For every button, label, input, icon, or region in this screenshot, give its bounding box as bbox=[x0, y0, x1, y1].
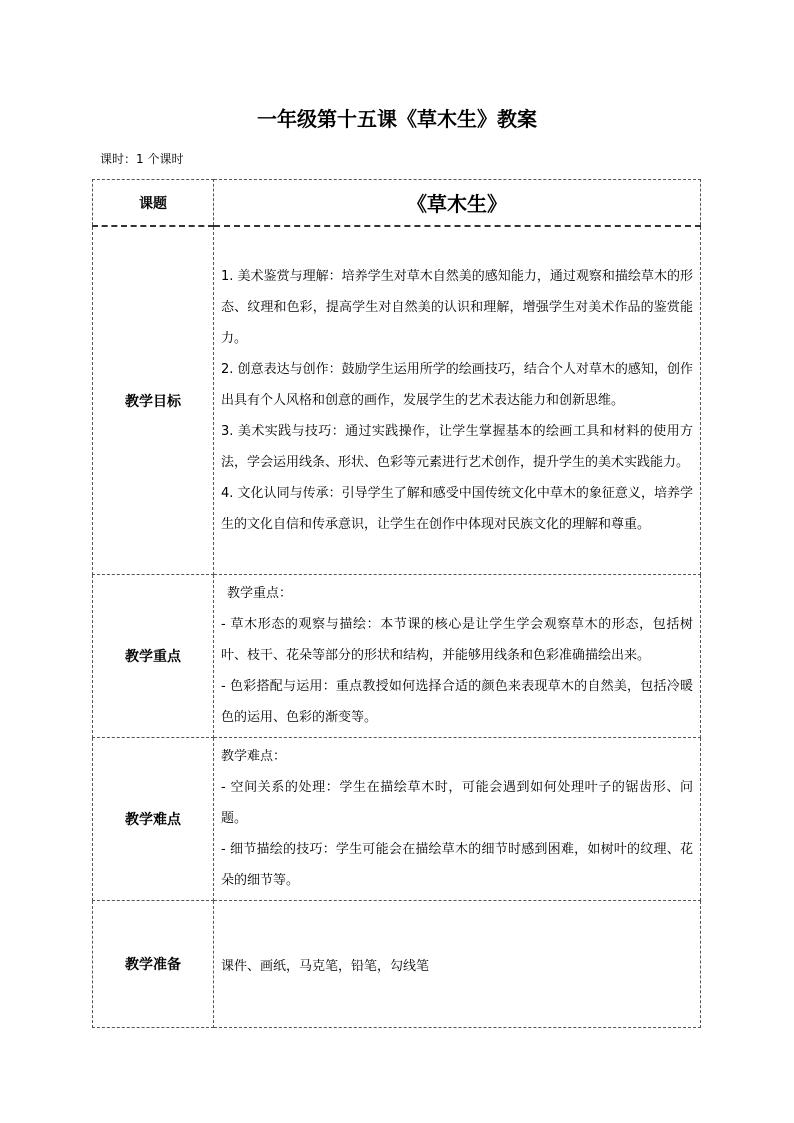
difficulty-item: - 细节描绘的技巧：学生可能会在描绘草木的细节时感到困难，如树叶的纹理、花朵的细节等。 bbox=[221, 842, 693, 888]
lesson-time: 课时：1 个课时 bbox=[100, 152, 184, 166]
goal-item: 2. 创意表达与创作：鼓励学生运用所学的绘画技巧，结合个人对草木的感知，创作出具有个人风格和创意的画作，发展学生的艺术表达能力和创新思维。 bbox=[221, 361, 693, 408]
difficulties-content bbox=[214, 738, 701, 901]
document-title: 一年级第十五课《草木生》教案 bbox=[257, 107, 537, 131]
difficulties-row bbox=[93, 738, 701, 901]
difficulty-item: - 空间关系的处理：学生在描绘草木时，可能会遇到如何处理叶子的锯齿形、问题。 bbox=[221, 780, 693, 826]
goal-item: 3. 美术实践与技巧：通过实践操作，让学生掌握基本的绘画工具和材料的使用方法，学会运用线条、形状、色彩等元素进行艺术创作，提升学生的美术实践能力。 bbox=[221, 423, 693, 470]
key-points-row bbox=[93, 575, 701, 738]
difficulties-heading: 教学难点： bbox=[221, 749, 287, 764]
preparation-content: 课件、画纸，马克笔，铅笔，勾线笔 bbox=[214, 901, 701, 1028]
key-point-item: - 草木形态的观察与描绘：本节课的核心是让学生学会观察草木的形态，包括树叶、枝干、花朵等部分的形状和结构，并能够用线条和色彩准确描绘出来。 bbox=[221, 617, 693, 663]
key-points-content bbox=[214, 575, 701, 738]
preparation-label: 教学准备 bbox=[93, 901, 214, 1028]
key-points-label: 教学重点 bbox=[93, 575, 214, 738]
key-points-heading: 教学重点： bbox=[227, 586, 293, 601]
goals-label: 教学目标 bbox=[93, 226, 214, 575]
goals-row bbox=[93, 226, 701, 575]
topic-row bbox=[93, 180, 701, 227]
topic-label: 课题 bbox=[93, 180, 214, 227]
goals-content bbox=[214, 226, 701, 575]
difficulties-label: 教学难点 bbox=[93, 738, 214, 901]
preparation-row bbox=[93, 901, 701, 1028]
topic-value: 《草木生》 bbox=[214, 180, 701, 227]
key-point-item: - 色彩搭配与运用：重点教授如何选择合适的颜色来表现草木的自然美，包括冷暖色的运用、色彩的渐变等。 bbox=[221, 679, 693, 725]
lesson-plan-table bbox=[92, 179, 701, 1028]
goal-item: 4. 文化认同与传承：引导学生了解和感受中国传统文化中草木的象征意义，培养学生的文化自信和传承意识，让学生在创作中体现对民族文化的理解和尊重。 bbox=[221, 485, 693, 532]
goal-item: 1. 美术鉴赏与理解：培养学生对草木自然美的感知能力，通过观察和描绘草木的形态、纹理和色彩，提高学生对自然美的认识和理解，增强学生对美术作品的鉴赏能力。 bbox=[221, 268, 693, 346]
